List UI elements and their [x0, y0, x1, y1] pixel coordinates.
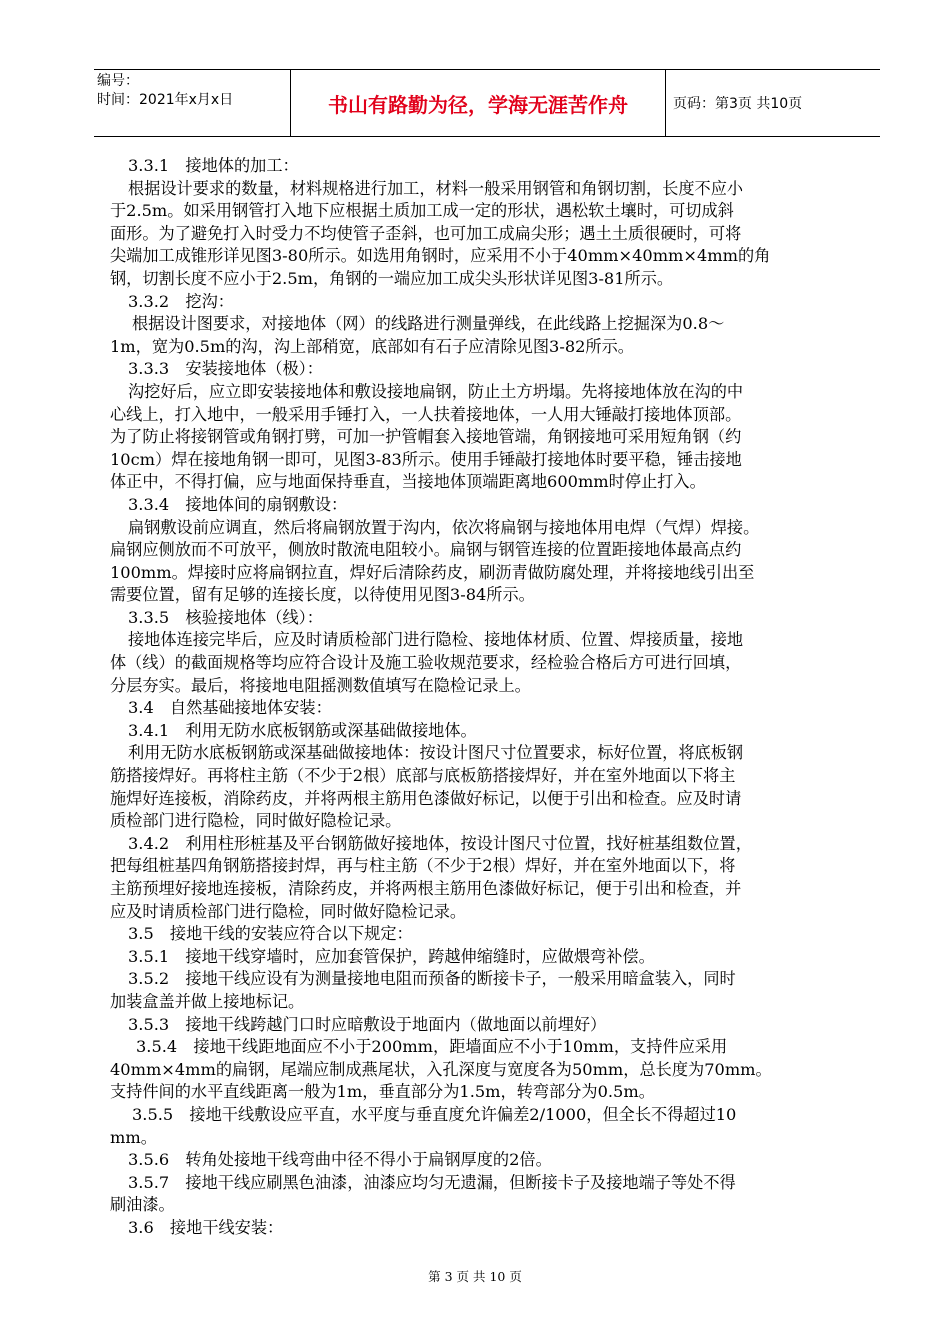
paragraph-line: 3.4.2 利用柱形桩基及平台钢筋做好接地体，按设计图尺寸位置，找好桩基组数位置，	[128, 833, 752, 853]
paragraph-line: 应及时请质检部门进行隐检，同时做好隐检记录。	[110, 901, 467, 921]
document-body	[110, 155, 862, 1240]
paragraph-line: 钢，切割长度不应小于2.5m，角钢的一端应加工成尖头形状详见图3-81所示。	[110, 268, 674, 288]
paragraph-line: 支持件间的水平直线距离一般为1m，垂直部分为1.5m，转弯部分为0.5m。	[110, 1082, 655, 1102]
paragraph-line: 3.5.1 接地干线穿墙时，应加套管保护，跨越伸缩缝时，应做煨弯补偿。	[128, 946, 655, 966]
paragraph-line: 3.5.2 接地干线应设有为测量接地电阻而预备的断接卡子，一般采用暗盒装入，同时	[128, 969, 736, 989]
header-info-cell	[94, 70, 291, 136]
paragraph-line: 利用无防水底板钢筋或深基础做接地体：按设计图尺寸位置要求，标好位置，将底板钢	[128, 743, 744, 763]
paragraph-line: 体（线）的截面规格等均应符合设计及施工验收规范要求，经检验合格后方可进行回填，	[110, 653, 742, 673]
paragraph-line: 3.5.6 转角处接地干线弯曲中径不得小于扁钢厚度的2倍。	[128, 1150, 552, 1170]
paragraph-line: 需要位置，留有足够的连接长度，以待使用见图3-84所示。	[110, 585, 535, 605]
section-heading: 3.3.1 接地体的加工：	[128, 156, 299, 175]
paragraph-line: 于2.5m。如采用钢管打入地下应根据土质加工成一定的形状，遇松软土壤时，可切成斜	[110, 201, 734, 221]
paragraph-line: 质检部门进行隐检，同时做好隐检记录。	[110, 811, 402, 831]
paragraph-line: 扁钢敷设前应调直，然后将扁钢放置于沟内，依次将扁钢与接地体用电焊（气焊）焊接。	[128, 517, 760, 537]
section-heading: 3.6 接地干线安装：	[128, 1217, 284, 1237]
header-page-label: 页码：第3页 共10页	[673, 96, 803, 112]
section-heading: 3.4.1 利用无防水底板钢筋或深基础做接地体。	[128, 720, 477, 740]
header-motto: 书山有路勤为径，学海无涯苦作舟	[291, 70, 666, 136]
paragraph-line: 把每组桩基四角钢筋搭接封焊，再与柱主筋（不少于2根）焊好，并在室外地面以下，将	[110, 856, 736, 876]
section-heading: 3.3.3 安装接地体（极）：	[128, 359, 323, 379]
section-heading: 3.3.4 接地体间的扇钢敷设：	[128, 494, 348, 514]
paragraph-line: 主筋预埋好接地连接板，清除药皮，并将两根主筋用色漆做好标记，便于引出和检查，并	[110, 879, 742, 898]
paragraph-line: 10cm）焊在接地角钢一即可，见图3-83所示。使用手锤敲打接地体时要平稳，锤击接地	[110, 449, 742, 469]
paragraph-line: 尖端加工成锥形详见图3-80所示。如选用角钢时，应采用不小于40mm×40mm×4mm的角	[110, 246, 771, 266]
paragraph-line: 100mm。焊接时应将扁钢拉直，焊好后清除药皮，刷沥青做防腐处理，并将接地线引出至	[110, 562, 755, 582]
section-heading: 3.3.2 挖沟：	[128, 291, 234, 311]
section-heading: 3.4 自然基础接地体安装：	[128, 698, 332, 718]
page-header	[94, 69, 880, 137]
paragraph-line: 1m，宽为0.5m的沟，沟上部稍宽，底部如有石子应清除见图3-82所示。	[110, 336, 634, 356]
paragraph-line: 3.5.5 接地干线敷设应平直，水平度与垂直度允许偏差2/1000，但全长不得超过10	[132, 1104, 737, 1124]
page-footer: 第 3 页 共 10 页	[428, 1269, 522, 1284]
paragraph-line: 沟挖好后，应立即安装接地体和敷设接地扁钢，防止土方坍塌。先将接地体放在沟的中	[128, 381, 744, 401]
paragraph-line: 3.5.4 接地干线距地面应不小于200mm，距墙面应不小于10mm，支持件应采用	[136, 1037, 728, 1057]
paragraph-line: 根据设计要求的数量，材料规格进行加工，材料一般采用钢管和角钢切割，长度不应小	[128, 178, 744, 198]
section-heading: 3.3.5 核验接地体（线）：	[128, 607, 323, 627]
paragraph-line: 筋搭接焊好。再将柱主筋（不少于2根）底部与底板筋搭接焊好，并在室外地面以下将主	[110, 766, 736, 786]
paragraph-line: 施焊好连接板，消除药皮，并将两根主筋用色漆做好标记，以便于引出和检查。应及时请	[110, 788, 742, 808]
paragraph-line: 心线上，打入地中，一般采用手锤打入，一人扶着接地体，一人用大锤敲打接地体顶部。	[110, 404, 742, 424]
paragraph-line: 3.5.7 接地干线应刷黑色油漆，油漆应均匀无遗漏，但断接卡子及接地端子等处不得	[128, 1172, 736, 1192]
paragraph-line: 分层夯实。最后，将接地电阻摇测数值填写在隐检记录上。	[110, 675, 531, 695]
paragraph-line: 接地体连接完毕后，应及时请质检部门进行隐检、接地体材质、位置、焊接质量，接地	[128, 630, 744, 650]
section-heading: 3.5 接地干线的安装应符合以下规定：	[128, 924, 413, 944]
paragraph-line: mm。	[110, 1127, 157, 1147]
paragraph-line: 40mm×4mm的扁钢，尾端应制成燕尾状，入孔深度与宽度各为50mm，总长度为70mm。	[110, 1059, 772, 1079]
paragraph-line: 3.5.3 接地干线跨越门口时应暗敷设于地面内（做地面以前埋好）	[128, 1014, 607, 1034]
paragraph-line: 刷油漆。	[110, 1195, 175, 1215]
document-date-label: 时间：2021年x月x日	[97, 92, 234, 108]
paragraph-line: 加装盒盖并做上接地标记。	[110, 991, 305, 1011]
paragraph-line: 为了防止将接钢管或角钢打劈，可加一护管帽套入接地管端，角钢接地可采用短角钢（约	[110, 427, 742, 447]
paragraph-line: 体正中，不得打偏，应与地面保持垂直，当接地体顶端距离地600mm时停止打入。	[110, 472, 706, 492]
paragraph-line: 根据设计图要求，对接地体（网）的线路进行测量弹线，在此线路上挖掘深为0.8～	[132, 314, 725, 334]
document-number-label: 编号：	[97, 73, 139, 89]
paragraph-line: 面形。为了避免打入时受力不均使管子歪斜，也可加工成扁尖形；遇土土质很硬时，可将	[110, 223, 742, 243]
paragraph-line: 扁钢应侧放而不可放平，侧放时散流电阻较小。扁钢与钢管连接的位置距接地体最高点约	[110, 540, 742, 560]
